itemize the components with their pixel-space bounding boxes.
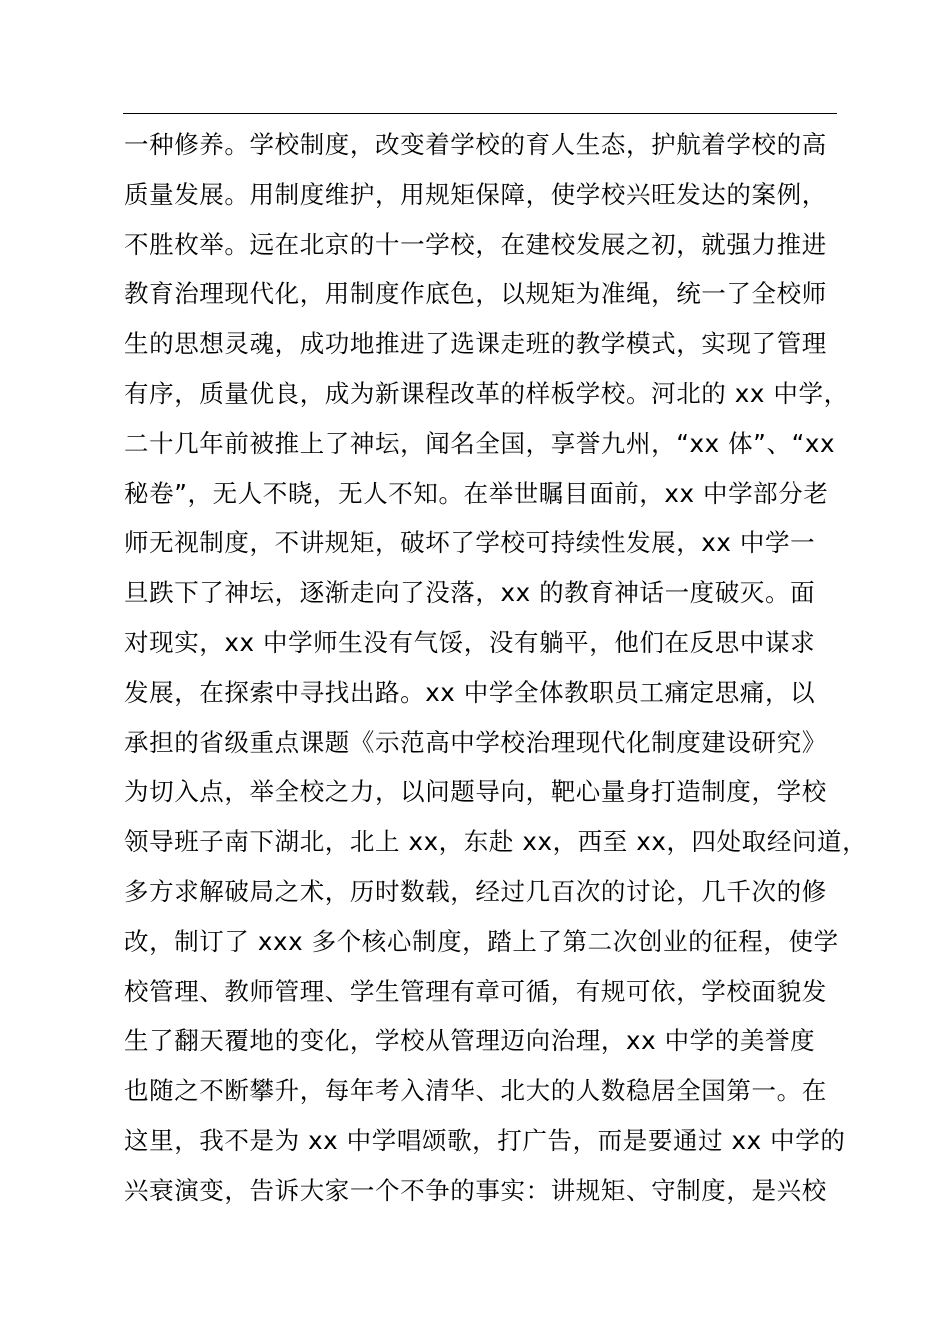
text-line: 旦跌下了神坛，逐渐走向了没落，xx 的教育神话一度破灭。面 bbox=[124, 578, 816, 608]
text-line: 生了翻天覆地的变化，学校从管理迈向治理，xx 中学的美誉度 bbox=[124, 1026, 816, 1056]
text-line: 领导班子南下湖北，北上 xx，东赴 xx，西至 xx，四处取经问道， bbox=[124, 827, 868, 857]
text-line: 发展，在探索中寻找出路。xx 中学全体教职员工痛定思痛，以 bbox=[124, 677, 816, 707]
text-line: 校管理、教师管理、学生管理有章可循，有规可依，学校面貌发 bbox=[124, 976, 827, 1006]
text-line: 教育治理现代化，用制度作底色，以规矩为准绳，统一了全校师 bbox=[124, 279, 827, 309]
header-rule bbox=[123, 113, 837, 114]
text-line: 师无视制度，不讲规矩，破坏了学校可持续性发展，xx 中学一 bbox=[124, 528, 816, 558]
text-line: 生的思想灵魂，成功地推进了选课走班的教学模式，实现了管理 bbox=[124, 329, 827, 359]
text-line: 秘卷”，无人不晓，无人不知。在举世瞩目面前，xx 中学部分老 bbox=[124, 478, 829, 508]
text-line: 一种修养。学校制度，改变着学校的育人生态，护航着学校的高 bbox=[124, 130, 827, 159]
text-line: 不胜枚举。远在北京的十一学校，在建校发展之初，就强力推进 bbox=[124, 229, 827, 259]
text-line: 质量发展。用制度维护，用规矩保障，使学校兴旺发达的案例， bbox=[124, 179, 827, 209]
text-line: 多方求解破局之术，历时数载，经过几百次的讨论，几千次的修 bbox=[124, 876, 827, 906]
text-line: 承担的省级重点课题《示范高中学校治理现代化制度建设研究》 bbox=[124, 727, 827, 757]
text-line: 改，制订了 xxx 多个核心制度，踏上了第二次创业的征程，使学 bbox=[124, 926, 839, 956]
text-line: 二十几年前被推上了神坛，闻名全国，享誉九州，“xx 体”、“xx bbox=[124, 428, 836, 458]
text-line: 也随之不断攀升，每年考入清华、北大的人数稳居全国第一。在 bbox=[124, 1076, 827, 1106]
text-line: 对现实，xx 中学师生没有气馁，没有躺平，他们在反思中谋求 bbox=[124, 627, 816, 657]
text-line: 这里，我不是为 xx 中学唱颂歌，打广告，而是要通过 xx 中学的 bbox=[124, 1125, 846, 1155]
body-paragraph bbox=[124, 120, 868, 1216]
text-line: 兴衰演变，告诉大家一个不争的事实：讲规矩、守制度，是兴校 bbox=[124, 1175, 827, 1205]
text-line: 有序，质量优良，成为新课程改革的样板学校。河北的 xx 中学， bbox=[124, 378, 849, 408]
text-line: 为切入点，举全校之力，以问题导向，靶心量身打造制度，学校 bbox=[124, 777, 827, 807]
